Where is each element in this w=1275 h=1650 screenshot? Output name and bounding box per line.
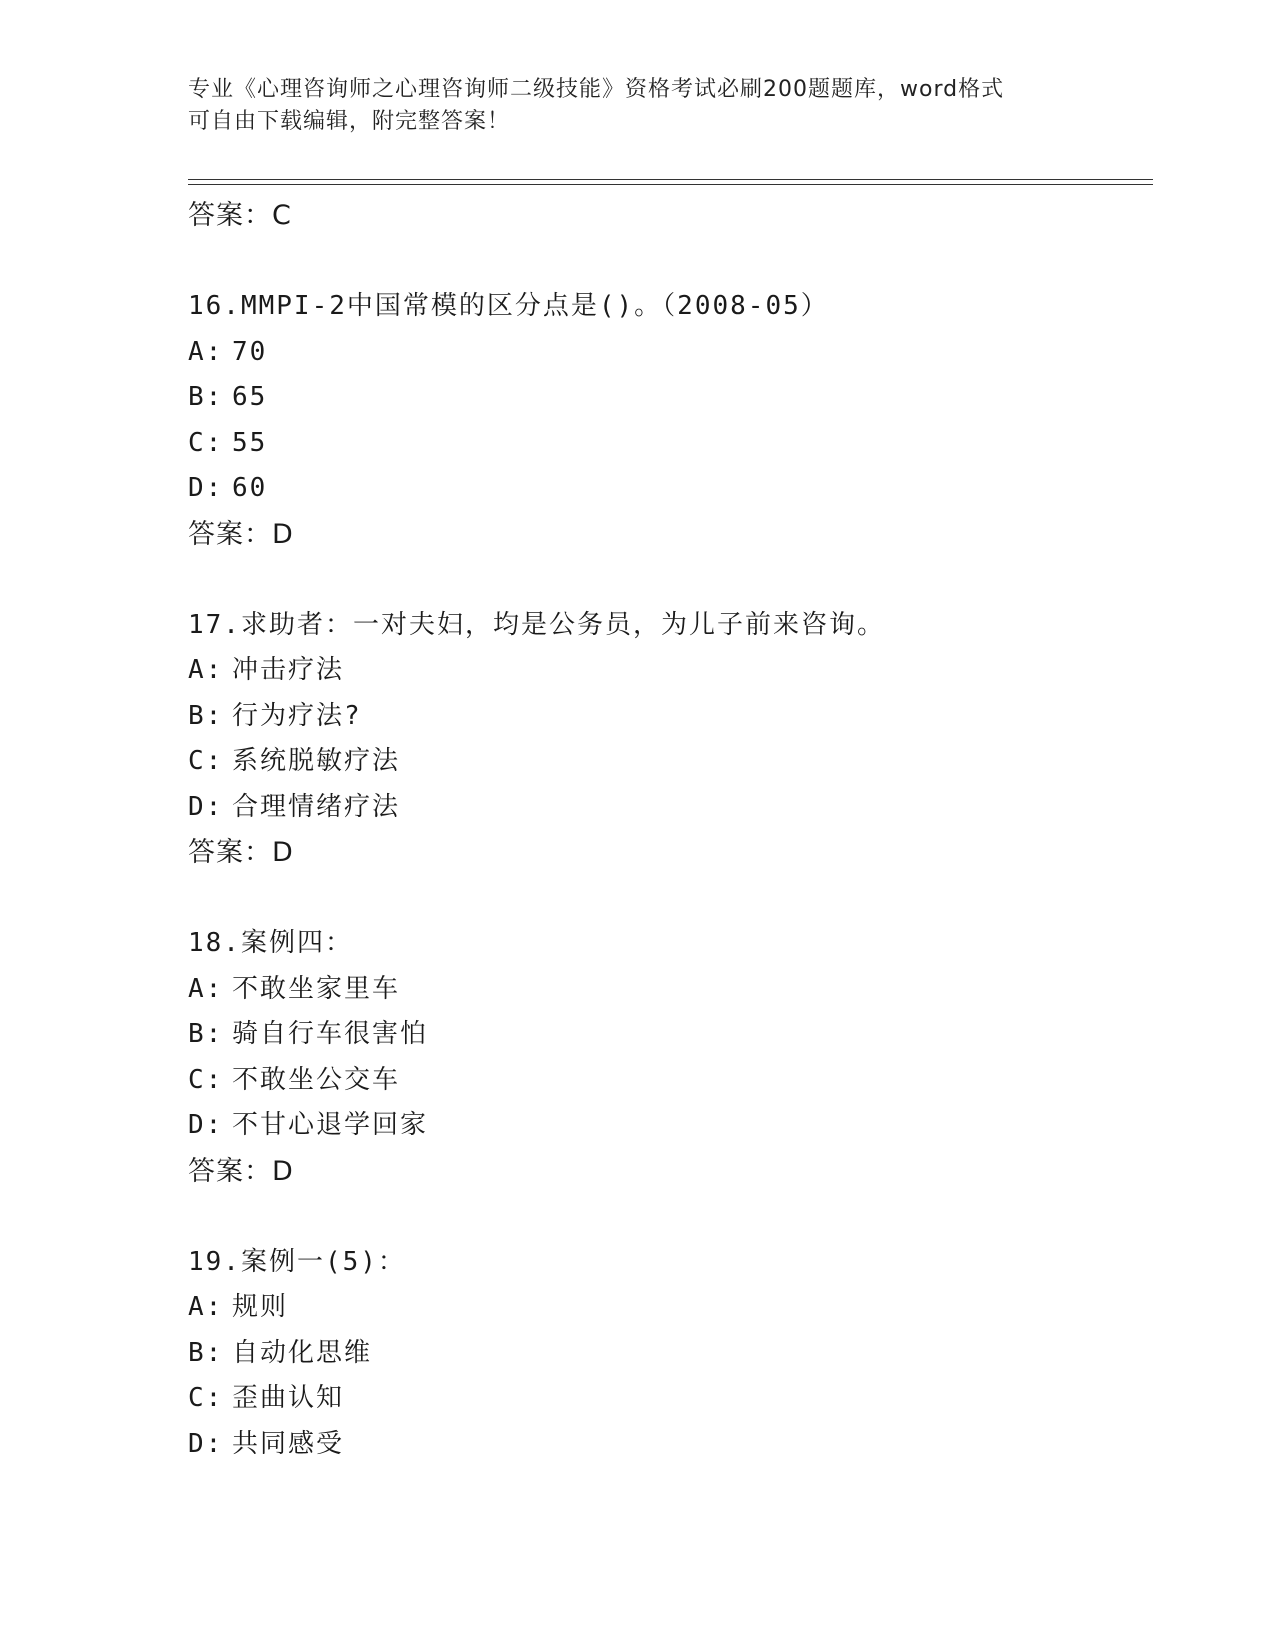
option-text: 70 — [232, 336, 268, 367]
option-c — [188, 739, 1148, 785]
option-text: 55 — [232, 427, 268, 458]
spacer — [188, 239, 1148, 285]
answer: 答案：D — [188, 837, 294, 868]
option-a — [188, 1285, 1148, 1331]
question-stem: 18.案例四： — [188, 928, 353, 958]
previous-answer: 答案：C — [188, 200, 292, 231]
page-header — [188, 74, 1088, 138]
option-text: 不甘心退学回家 — [232, 1110, 429, 1140]
option-d — [188, 466, 1148, 512]
question-17 — [188, 603, 1148, 876]
question-stem: 19.案例一(5)： — [188, 1246, 406, 1277]
option-b — [188, 694, 1148, 740]
option-letter: A: — [188, 655, 224, 685]
option-text: 合理情绪疗法 — [232, 791, 401, 822]
option-letter: D: — [188, 1428, 224, 1459]
option-letter: D: — [188, 473, 224, 503]
spacer — [188, 1194, 1148, 1240]
option-text: 冲击疗法 — [232, 655, 345, 685]
option-a — [188, 967, 1148, 1013]
question-stem: 17.求助者：一对夫妇，均是公务员，为儿子前来咨询。 — [188, 609, 885, 640]
question-list — [188, 193, 1148, 1467]
option-text: 不敢坐家里车 — [232, 973, 401, 1004]
option-c — [188, 1058, 1148, 1104]
option-b — [188, 1331, 1148, 1377]
question-stem: 16.MMPI-2中国常模的区分点是()。（2008-05） — [188, 291, 829, 321]
question-19 — [188, 1240, 1148, 1468]
header-title-line-1: 专业《心理咨询师之心理咨询师二级技能》资格考试必刷200题题库，word格式 — [188, 77, 1005, 102]
option-text: 行为疗法? — [232, 700, 362, 731]
question-16 — [188, 284, 1148, 557]
question-18 — [188, 921, 1148, 1194]
option-text: 歪曲认知 — [232, 1383, 345, 1413]
header-divider-bottom — [188, 184, 1153, 185]
option-a — [188, 330, 1148, 376]
option-letter: B: — [188, 382, 224, 412]
option-letter: C: — [188, 746, 224, 776]
option-c — [188, 421, 1148, 467]
option-letter: B: — [188, 1019, 224, 1049]
option-letter: C: — [188, 1064, 224, 1095]
option-text: 不敢坐公交车 — [232, 1064, 401, 1095]
option-text: 60 — [232, 473, 268, 503]
header-title-line-2: 可自由下载编辑，附完整答案！ — [188, 109, 511, 134]
header-divider-top — [188, 179, 1153, 180]
option-letter: D: — [188, 1110, 224, 1140]
option-d — [188, 1103, 1148, 1149]
spacer — [188, 557, 1148, 603]
option-c — [188, 1376, 1148, 1422]
option-d — [188, 785, 1148, 831]
option-letter: A: — [188, 973, 224, 1004]
option-text: 共同感受 — [232, 1428, 345, 1459]
option-letter: B: — [188, 700, 224, 731]
option-letter: D: — [188, 791, 224, 822]
option-text: 自动化思维 — [232, 1337, 373, 1368]
option-text: 65 — [232, 382, 268, 412]
option-text: 系统脱敏疗法 — [232, 746, 401, 776]
spacer — [188, 876, 1148, 922]
option-a — [188, 648, 1148, 694]
option-letter: C: — [188, 427, 224, 458]
option-text: 骑自行车很害怕 — [232, 1019, 429, 1049]
option-text: 规则 — [232, 1292, 289, 1322]
answer: 答案：D — [188, 518, 294, 550]
option-b — [188, 1012, 1148, 1058]
option-d — [188, 1422, 1148, 1468]
option-b — [188, 375, 1148, 421]
option-letter: B: — [188, 1337, 224, 1368]
option-letter: A: — [188, 1292, 224, 1322]
option-letter: C: — [188, 1383, 224, 1413]
answer: 答案：D — [188, 1155, 294, 1187]
option-letter: A: — [188, 336, 224, 367]
